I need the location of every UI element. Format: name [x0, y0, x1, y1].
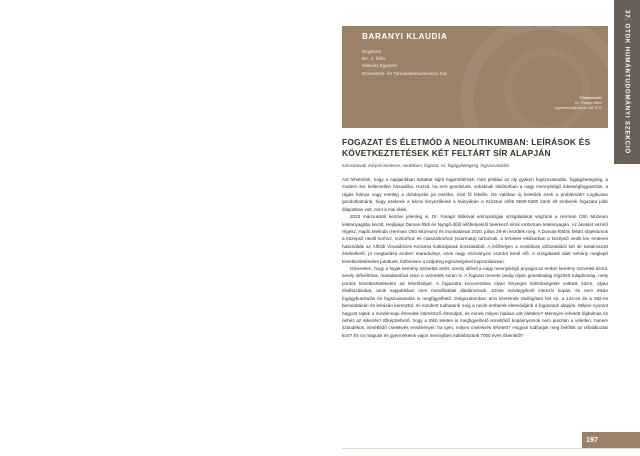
mentor-name: Dr. Faragó Ildikó [574, 101, 602, 106]
author-faculty: Bölcsészet- és Társadalomtudományi Kar [362, 70, 447, 76]
author-name: BARANYI KLAUDIA [362, 32, 448, 41]
page-number: 197 [586, 435, 598, 444]
mentor-role: egyetemi adjunktus, ME BTK [554, 106, 602, 111]
section-side-tab-label: 37. OTDK HUMÁNTUDOMÁNYI SZEKCIÓ [623, 9, 631, 155]
keywords-label: Kulcsszavak: [342, 163, 368, 168]
author-info [362, 48, 447, 77]
keywords-line [342, 163, 608, 169]
author-header-band [342, 26, 608, 128]
keywords-text: Kárpát-medence, neolitikum, fogazat, sír, fogágybetegség, fogszuvasodás [368, 163, 510, 168]
author-field: Régészet [362, 49, 382, 54]
decorative-circle-small [504, 48, 590, 128]
author-university: Miskolci Egyetem [362, 63, 398, 69]
body-text [342, 176, 608, 339]
author-level: BA, 3. félév [362, 56, 386, 62]
body-paragraph: Azt hihetnénk, hogy a napjainkban sokakat sújtó fogproblémák, mint például az oly gyakori fogszuvasodás, fogágybetegség, a modern kor kellemetlen hozadéka. Hozzá, ha erre gondolunk, sokaknak elsősorban a nagy mennyiségű édességfogyasztás, a rágás hiánya vagy esetleg a dohányzás jut eszébe, mint fő felelős. De valóban új keletűek ezek a problémák? Logikusan gondolhatnánk, hogy ezeknek a káros tényezőknek a hiányában a Krisztus előtti 5500-5300 körül élt emberek fogazata jobb állapotban volt, mint a mai ékké. [342, 177, 608, 212]
body-paragraph: Ismeretlen, hogy a fogak kemény szöveteit azért, amely idővel a nagy mennyiségű anyagot az ember kemény szöveteit kézül, amely idővéltolva, maradandóvá teszi e vezredek során is. A fogazat menete pedig olyan genetikailag rögzített tulajdonság, mely pontos következtetésekre ad lehetőséget. A fogazatra koncentrálva olyan lényeges különbségeket vettünk észre, olyan elváltozásokat, amik napjainkban nem mondhatóak általánosnak. Szinte mindegyiknél intenzív kopás, és nem ritkán fogágybusztulás és fogszuvasodás is megfigyelhető. Dolgozatomban arra szeretnék rávilágítani két sír, a 142-es és a 282-es bemutatásán és leírásán keresztül, mi mindent tudhatunk meg a neolit emberek életmódjáról a fogazatuk alapján. Milyen nyomot hagyott rajtuk a mindennapi étrendek különböző étrendjük, és ennek milyen hatása volt életükre? Mennyire lehetett fájdalmas és nehéz az étkezés? Elképzelhető, hogy a több leleten is megfigyelhető ismétlődő kopásnyomok nem pusztán a véletlen, hanem szándékos, ismétlődő cselekvés eredményei; ha igen, milyen cselekvés lehetett? Hogyan tudhatjuk meg belőlük az elhalálozási kort? És mi magunk és gyermekeink vajon mennyiben különbözünk 7000 éves őseinktől? [342, 266, 608, 338]
footer-divider [342, 448, 640, 449]
body-paragraph: 2023 márciusától kezdve jelenleg is, Dr. Faragó Ildikóval antropológiai vizsgálatokat végzünk a Herman Ottó Múzeum leletanyagába került, Hejőpapi Darvas-földi és Nyögő-dűlő lelőhelyekről beérkező sírok embertani leletanyagán. Az ásatást vezető régész, Hajdú Melinda (Herman Ottó Múzeum) és munkatársai 2020. július 29-én kezdték meg. A Darvas-földön feltárt objektumok a középső neolit korhoz, rezkorhoz és császárkorhoz (szarmata) tartoznak, a területet elsősorban a középső neolit kor emberei használták az Alföldi Vonaldíszes Kerámia kultúrájának korszakából. A lelőhelyen a neolitikum időszakából két sír tartalmazott értékelhető, jó megtartású emberi maradványt, ezek nagy szórványos csontot kerül elő. A vizsgálatok alatt nehány meglepő következtetésekre jutottunk, különösen a szájüreg egészségével kapcsolatosan. [342, 214, 608, 264]
paper-title: FOGAZAT ÉS ÉLETMÓD A NEOLITIKUMBAN: LEÍRÁSOK ÉS KÖVETKEZTETÉSEK KÉT FELTÁRT SÍR ALAPJÁN [342, 137, 591, 158]
mentor-label: Témavezető: [579, 96, 602, 100]
mentor-info [520, 96, 602, 112]
